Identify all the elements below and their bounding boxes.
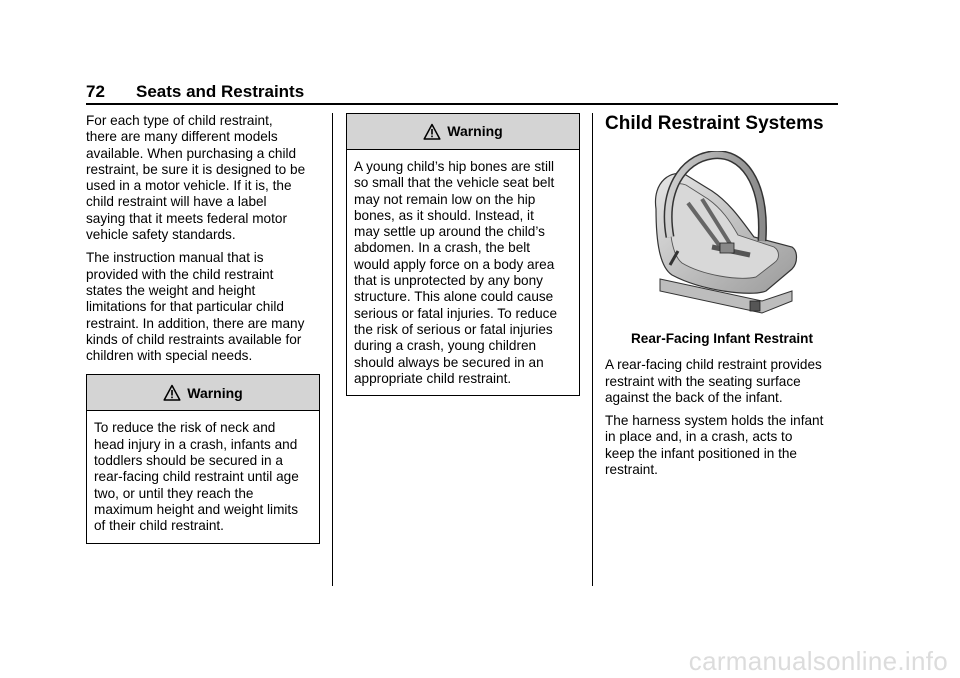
text-line: limitations for that particular child xyxy=(86,299,284,315)
figure-caption: Rear-Facing Infant Restraint xyxy=(630,331,814,346)
header-rule xyxy=(86,103,838,105)
text-line: used in a motor vehicle. If it is, the xyxy=(86,178,292,194)
text-line: should always be secured in an xyxy=(354,354,544,370)
column-3 xyxy=(605,113,839,485)
text-line: restraint, be sure it is designed to be xyxy=(86,161,306,177)
text-line: restraint. In addition, there are many xyxy=(86,315,305,331)
paragraph xyxy=(605,357,839,406)
warning-header xyxy=(87,375,319,411)
warning-title: Warning xyxy=(447,123,503,140)
text-line: two, or until they reach the xyxy=(94,485,254,501)
column-2 xyxy=(346,113,580,396)
text-line: available. When purchasing a child xyxy=(86,145,297,161)
text-line: appropriate child restraint. xyxy=(354,370,512,386)
text-line: provided with the child restraint xyxy=(86,266,274,282)
paragraph xyxy=(86,250,320,364)
text-line: abdomen. In a crash, the belt xyxy=(354,240,531,256)
text-line: would apply force on a body area xyxy=(354,256,555,272)
column-divider-2 xyxy=(592,113,593,586)
text-line: restraint. xyxy=(605,462,658,478)
text-line: structure. This alone could cause xyxy=(354,289,554,305)
page-number: 72 xyxy=(86,82,105,101)
text-line: children with special needs. xyxy=(86,348,253,364)
text-line: The instruction manual that is xyxy=(86,250,264,266)
column-divider-1 xyxy=(332,113,333,586)
text-line: restraint with the seating surface xyxy=(605,373,801,389)
text-line: vehicle safety standards. xyxy=(86,227,236,243)
text-line: may not remain low on the hip xyxy=(354,191,536,207)
section-heading: Child Restraint Systems xyxy=(605,113,824,134)
paragraph xyxy=(605,413,839,478)
text-line: keep the infant positioned in the xyxy=(605,445,797,461)
column-1 xyxy=(86,113,320,544)
infant-car-seat-illustration xyxy=(642,151,802,323)
text-line: head injury in a crash, infants and xyxy=(94,436,298,452)
paragraph xyxy=(86,113,320,243)
text-line: bones, as it should. Instead, it xyxy=(354,207,534,223)
warning-body xyxy=(87,411,319,542)
text-line: of their child restraint. xyxy=(94,518,224,534)
text-line: the risk of serious or fatal injuries xyxy=(354,321,553,337)
text-line: maximum height and weight limits xyxy=(94,501,298,517)
section-title: Seats and Restraints xyxy=(136,82,305,101)
warning-title: Warning xyxy=(187,384,243,401)
text-line: during a crash, young children xyxy=(354,338,537,354)
text-line: states the weight and height xyxy=(86,282,256,298)
text-line: kinds of child restraints available for xyxy=(86,331,302,347)
text-line: A rear-facing child restraint provides xyxy=(605,357,822,373)
text-line: child restraint will have a label xyxy=(86,194,267,210)
infant-seat-figure xyxy=(605,151,839,323)
text-line: may settle up around the child’s xyxy=(354,224,545,240)
warning-body xyxy=(347,150,579,395)
text-line: that is unprotected by any bony xyxy=(354,273,543,289)
warning-box-hip-bones xyxy=(346,113,580,396)
watermark: carmanualsonline.info xyxy=(688,646,948,676)
text-line: toddlers should be secured in a xyxy=(94,453,283,469)
text-line: saying that it meets federal motor xyxy=(86,210,287,226)
warning-box-neck-injury xyxy=(86,374,320,543)
text-line: so small that the vehicle seat belt xyxy=(354,175,555,191)
text-line: For each type of child restraint, xyxy=(86,113,273,128)
warning-icon xyxy=(423,123,441,141)
text-line: against the back of the infant. xyxy=(605,389,783,405)
text-line: serious or fatal injuries. To reduce xyxy=(354,305,558,321)
text-line: in place and, in a crash, acts to xyxy=(605,429,793,445)
text-line: rear-facing child restraint until age xyxy=(94,469,299,485)
page-header xyxy=(86,80,838,104)
text-line: A young child’s hip bones are still xyxy=(354,159,555,174)
text-line: there are many different models xyxy=(86,129,278,145)
warning-icon xyxy=(163,384,181,402)
text-line: The harness system holds the infant xyxy=(605,413,824,429)
text-line: To reduce the risk of neck and xyxy=(94,420,276,436)
warning-header xyxy=(347,114,579,150)
